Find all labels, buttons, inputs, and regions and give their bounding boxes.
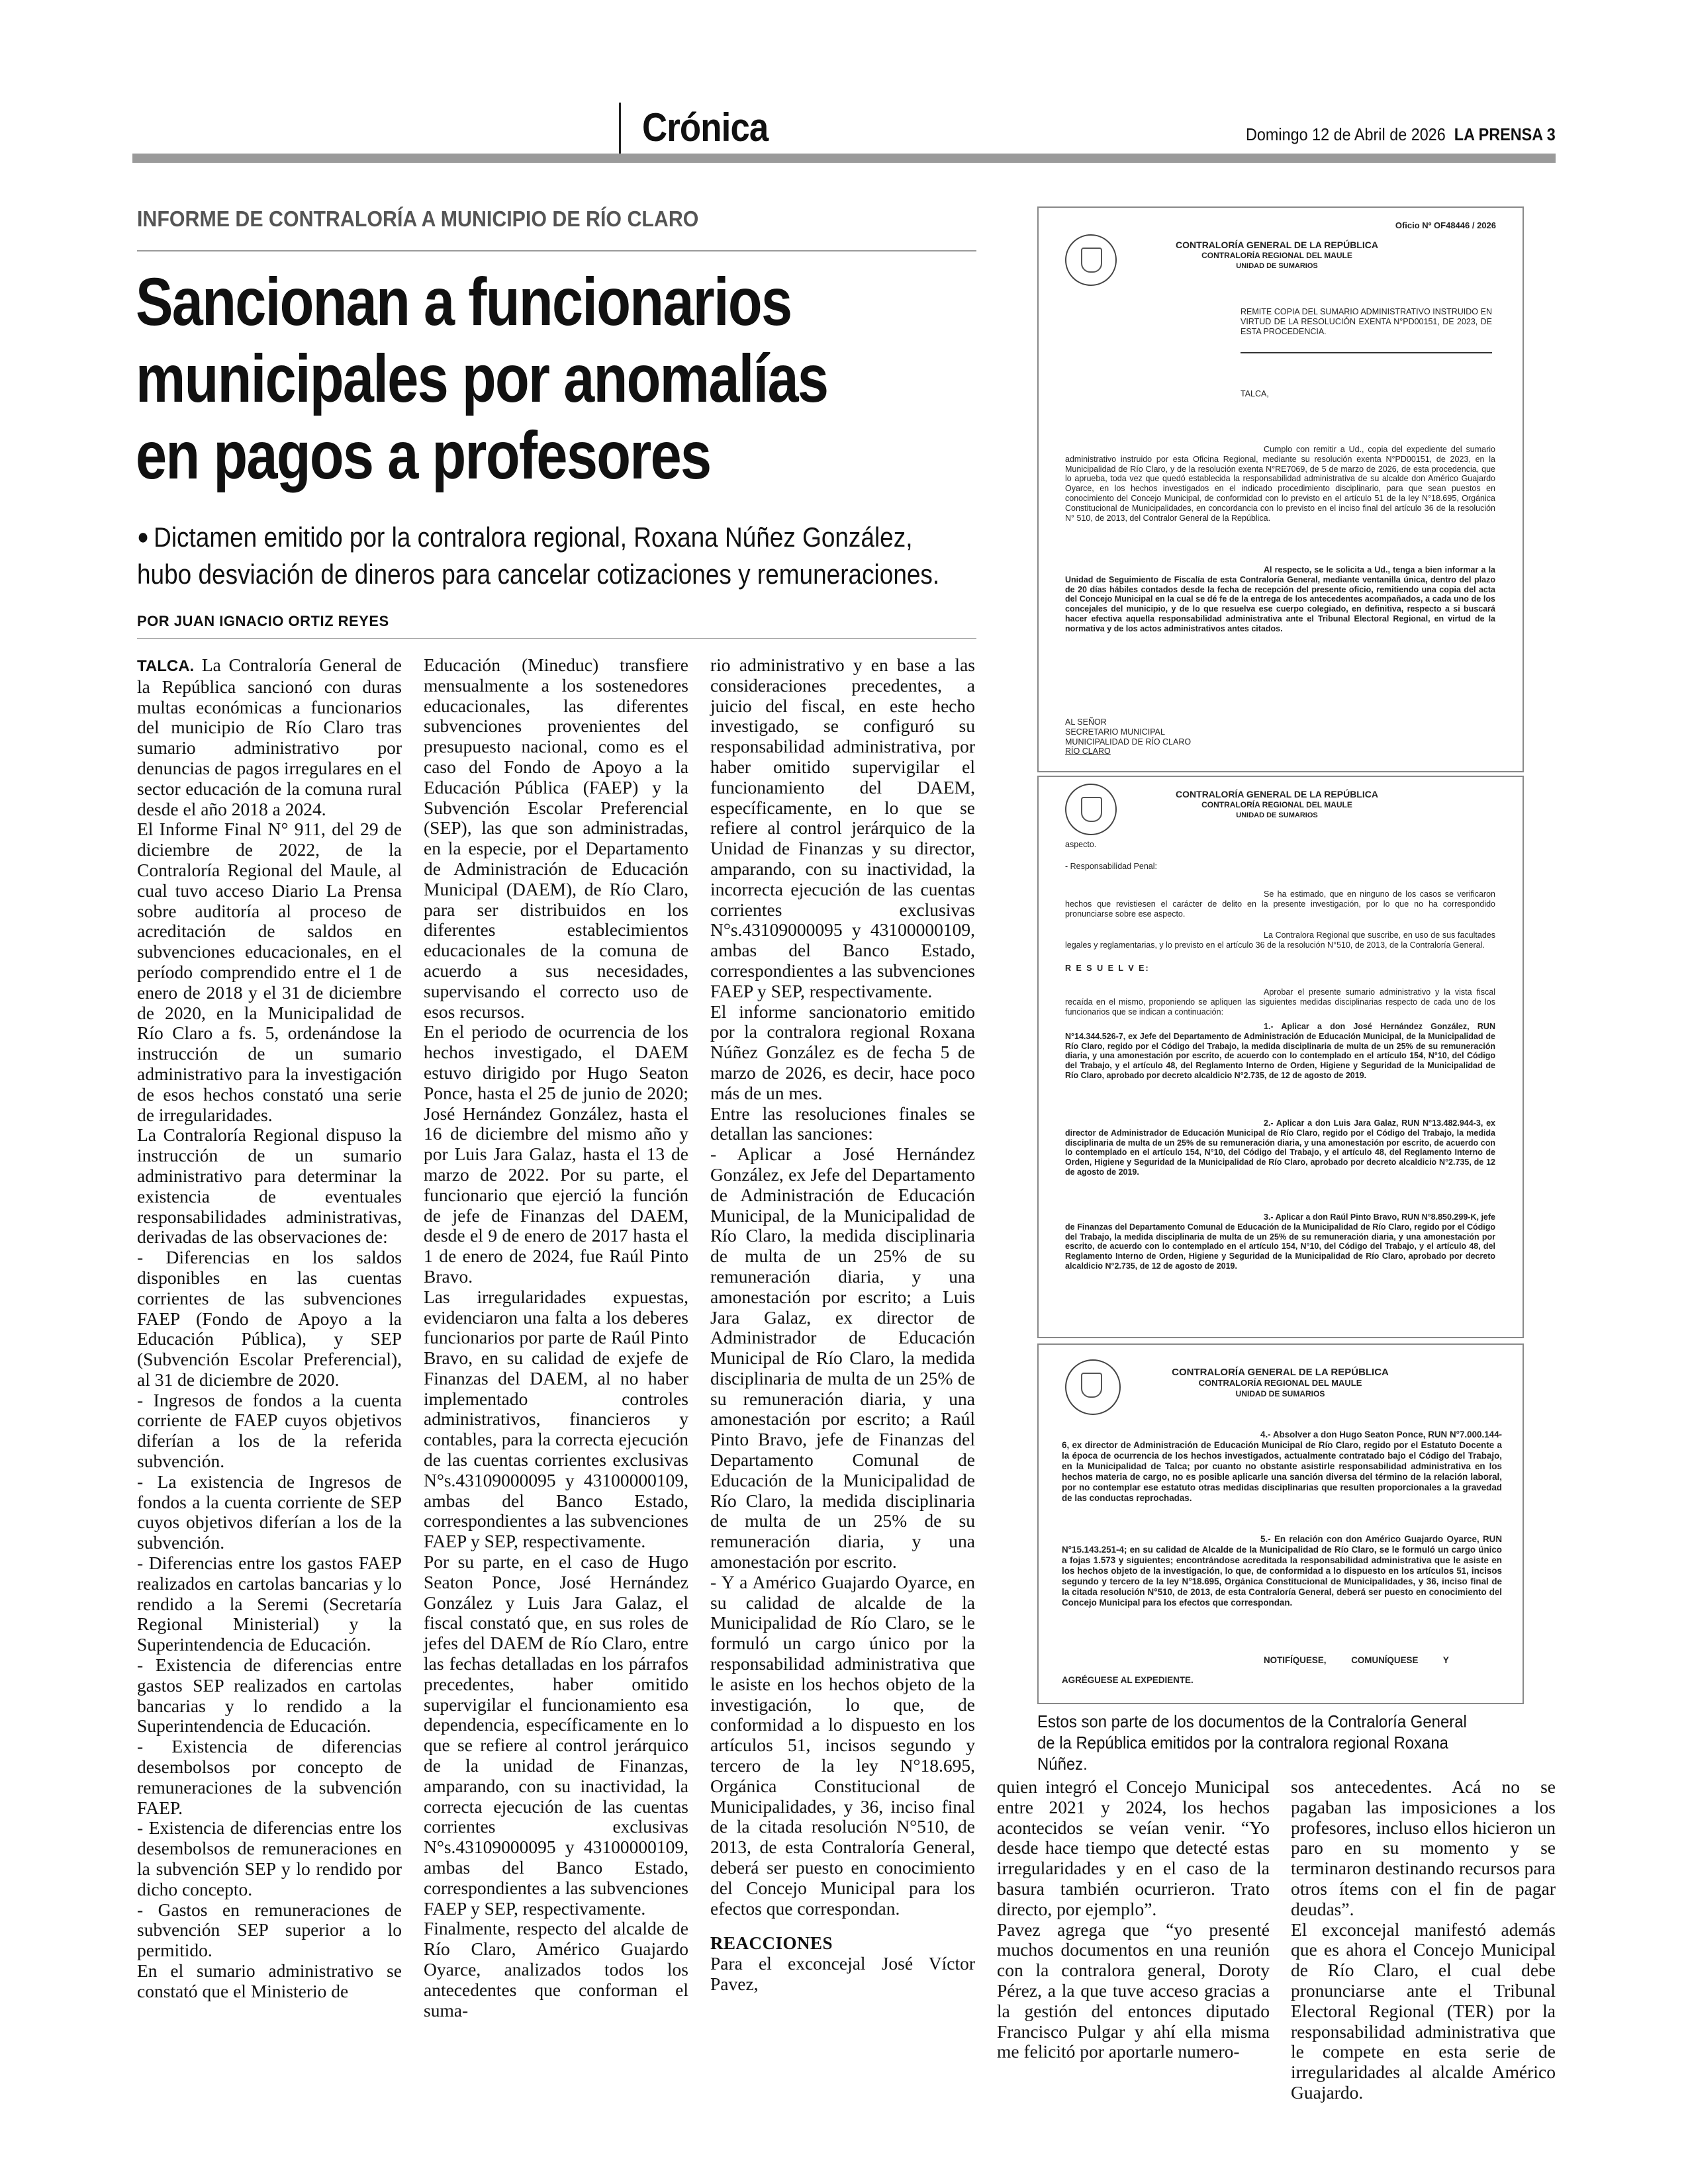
article-column-4 bbox=[997, 1777, 1270, 2062]
subject-rule bbox=[1241, 352, 1492, 353]
paragraph: Pavez agrega que “yo presenté muchos documentos en una reunión con la contralora general, Doroty Pérez, a la que tuve acceso gracias a la gestión del entonces diputado Francisco Pulgar y ahí ella misma me felicitó por aportarle numero- bbox=[997, 1919, 1270, 2062]
org-name: CONTRALORÍA GENERAL DE LA REPÚBLICA bbox=[1172, 1367, 1389, 1378]
paragraph: - Ingresos de fondos a la cuenta corriente de FAEP cuyos objetivos diferían a los de la referida subvención. bbox=[137, 1389, 402, 1472]
paragraph: El exconcejal manifestó además que es ahora el Concejo Municipal de Río Claro, el cual debe pronunciarse ante el Tribunal Electoral Regional (TER) por la responsabilidad administrativa que le compete en esta serie de irregularidades al alcalde Américo Guajardo. bbox=[1291, 1919, 1556, 2103]
kicker-rule bbox=[137, 250, 976, 251]
addressee-line: RÍO CLARO bbox=[1065, 747, 1111, 756]
org-name: CONTRALORÍA GENERAL DE LA REPÚBLICA bbox=[1176, 789, 1378, 799]
subheadline bbox=[137, 518, 964, 593]
dateline: TALCA. bbox=[137, 657, 195, 675]
contraloria-seal-icon bbox=[1065, 784, 1117, 835]
paragraph: - Diferencias entre los gastos FAEP realizados en cartolas bancarias y lo rendido a la Seremi (Secretaría Regional Ministerial) y la Superintendencia de Educación. bbox=[137, 1553, 402, 1655]
org-region: CONTRALORÍA REGIONAL DEL MAULE bbox=[1198, 1378, 1362, 1388]
paragraph: En el sumario administrativo se constató que el Ministerio de bbox=[137, 1960, 402, 2001]
headline-line: en pagos a profesores bbox=[136, 418, 711, 493]
contraloria-seal-icon bbox=[1065, 234, 1117, 286]
paragraph: Entre las resoluciones finales se detallan las sanciones: bbox=[710, 1103, 975, 1144]
byline-rule bbox=[137, 638, 976, 639]
paragraph-text: La Contraloría General de la República sancionó con duras multas económicas a funcionarios del municipio de Río Claro tras sumario administrativo por denuncias de pagos irregulares en el sector educación de la comuna rural desde el año 2018 a 2024. bbox=[137, 655, 402, 819]
org-unit: UNIDAD DE SUMARIOS bbox=[1236, 811, 1318, 819]
doc-paragraph: Cumplo con remitir a Ud., copia del expediente del sumario administrativo instruido por esta Oficina Regional, mediante su resolución exenta N°PD00151, de 2023, en la Municipalidad de Río Claro, y de la resolución exenta N°RE7069, de 5 de marzo de 2026, de esta procedencia, que lo aprueba, toda vez que quedó establecida la responsabilidad administrativa de su alcalde don Américo Guajardo Oyarce, en los hechos investigados en el indicado procedimiento disciplinario, para que sean puestos en conocimiento del Concejo Municipal, de conformidad con lo previsto en el artículo 51 de la ley N°18.695, Orgánica Constitucional de Municipalidades, en concordancia con lo previsto en el inciso final del artículo 36 de la resolución N° 510, de 2013, del Contralor General de la República. bbox=[1065, 445, 1495, 523]
paper-name: LA PRENSA 3 bbox=[1454, 124, 1556, 144]
org-header bbox=[1138, 789, 1416, 821]
section-title: Crónica bbox=[642, 105, 769, 150]
contraloria-seal-icon bbox=[1065, 1359, 1121, 1415]
doc-paragraph: 4.- Absolver a don Hugo Seaton Ponce, RUN N°7.000.144-6, ex director de Administración de Educación Municipal de Río Claro, regido por el Estatuto Docente a la época de ocurrencia de los hechos investigados, actualmente contratado bajo el Código del Trabajo, en la Municipalidad de Talca; por cuanto no obstante asistirle responsabilidad administrativa en los hechos materia de cargo, no es posible aplicarle una sanción diversa del término de la relación laboral, por no contemplar ese estatuto otras medidas disciplinarias que resulten proporcionales a la gravedad de las conductas reprochadas. bbox=[1062, 1430, 1503, 1503]
headline-line: municipales por anomalías bbox=[136, 341, 828, 416]
doc-notify: NOTIFÍQUESE, COMUNÍQUESE Y bbox=[1264, 1655, 1449, 1665]
paragraph: - Gastos en remuneraciones de subvención SEP superior a lo permitido. bbox=[137, 1899, 402, 1961]
paragraph: quien integró el Concejo Municipal entre 2021 y 2024, los hechos acontecidos se veían venir. “Yo desde hace tiempo que detecté estas irregularidades y en el caso de la basura también ocurrieron. Trato directo, por ejemplo”. bbox=[997, 1776, 1270, 1919]
header-rule bbox=[132, 154, 1556, 163]
paragraph: sos antecedentes. Acá no se pagaban las imposiciones a los profesores, incluso ellos hicieron un paro en su momento y se terminaron destinando recursos para otros ítems con el fin de pagar deudas”. bbox=[1291, 1776, 1556, 1919]
paragraph: Por su parte, en el caso de Hugo Seaton Ponce, José Hernández González y Luis Jara Galaz, el fiscal constató que, en sus roles de jefes del DAEM de Río Claro, entre las fechas detalladas en los párrafos precedentes, haber omitido supervigilar el funcionamiento esa dependencia, específicamente en lo que se refiere al control jerárquico de la unidad de Finanzas, amparando, con su inactividad, la correcta ejecución de las cuentas corrientes exclusivas N°s.43109000095 y 43100000109, ambas del Banco Estado, correspondientes a las subvenciones FAEP y SEP, respectivamente. bbox=[424, 1551, 688, 1919]
paragraph: Finalmente, respecto del alcalde de Río Claro, Américo Guajardo Oyarce, analizados todos los antecedentes que conforman el suma- bbox=[424, 1918, 688, 2021]
doc-closing: AGRÉGUESE AL EXPEDIENTE. bbox=[1062, 1675, 1194, 1685]
doc-city: TALCA, bbox=[1241, 389, 1269, 398]
document-image-oficio bbox=[1037, 206, 1524, 772]
addressee-line: SECRETARIO MUNICIPAL bbox=[1065, 727, 1165, 737]
paragraph: - La existencia de Ingresos de fondos a la cuenta corriente de SEP cuyos objetivos diferían a los de la subvención. bbox=[137, 1471, 402, 1553]
doc-paragraph: Al respecto, se le solicita a Ud., tenga a bien informar a la Unidad de Seguimiento de Fiscalía de esta Contraloría General, mediante ventanilla única, dentro del plazo de 20 días hábiles contados desde la fecha de recepción del presente oficio, remitiendo una copia del acta del Concejo Municipal en la cual se dé fe de la entrega de los antecedentes acompañados, a cada uno de los concejales del municipio, y de lo que resuelva ese cuerpo colegiado, en definitiva, respecto a si buscará hacer efectiva aquella responsabilidad administrativa ante el Tribunal Electoral Regional, en virtud de la normativa y de los actos administrativos antes citados. bbox=[1065, 565, 1495, 633]
doc-line: aspecto. bbox=[1065, 840, 1097, 849]
bullet-icon: ● bbox=[137, 524, 150, 549]
doc-paragraph: Se ha estimado, que en ninguno de los casos se verificaron hechos que revistiesen el carácter de delito en la presente investigación, por lo que no ha correspondido pronunciarse sobre ese aspecto. bbox=[1065, 889, 1495, 919]
issue-date: Domingo 12 de Abril de 2026 bbox=[1246, 124, 1446, 144]
article-column-3 bbox=[710, 655, 975, 1995]
kicker: INFORME DE CONTRALORÍA A MUNICIPIO DE RÍO CLARO bbox=[137, 206, 699, 231]
paragraph bbox=[137, 655, 402, 819]
org-header bbox=[1138, 240, 1416, 271]
doc-paragraph: 5.- En relación con don Américo Guajardo Oyarce, RUN N°15.143.251-4; en su calidad de Alcalde de la Municipalidad de Río Claro, se le formuló un cargo único a fojas 1.573 y siguientes; encontrándose acreditada la responsabilidad administrativa que le asiste en los hechos objeto de la investigación, lo que, de conformidad a lo dispuesto en los artículos 51, incisos segundo y tercero de la ley N°18.695, Orgánica Constitucional de Municipalidades, y 36, inciso final de la citada resolución N°510, de 2013, de esta Contraloría General, deberá ser puesto en conocimiento del Concejo Municipal para los efectos que correspondan. bbox=[1062, 1534, 1502, 1608]
paragraph: Educación (Mineduc) transfiere mensualmente a los sostenedores educacionales, las diferentes subvenciones provenientes del presupuesto nacional, como es el caso del Fondo de Apoyo a la Educación Pública (FAEP) y la Subvención Escolar Preferencial (SEP), las que son administradas, en la especie, por el Departamento de Administración de Educación Municipal (DAEM), de Río Claro, para ser distribuidos en los diferentes establecimientos educacionales de la comuna de acuerdo a sus necesidades, supervisando el correcto uso de esos recursos. bbox=[424, 655, 688, 1022]
document-image-absolucion bbox=[1037, 1343, 1524, 1704]
paragraph: El Informe Final N° 911, del 29 de diciembre de 2022, de la Contraloría Regional del Maule, al cual tuvo acceso Diario La Prensa sobre auditoría al proceso de acreditación de saldos en subvenciones educacionales, en el período comprendido entre el 1 de enero de 2018 y el 31 de diciembre de 2020, en la Municipalidad de Río Claro a fs. 5, ordenándose la instrucción de un sumario administrativo para la investigación de esos hechos constató una serie de irregularidades. bbox=[137, 819, 402, 1125]
paragraph: rio administrativo y en base a las consideraciones precedentes, a juicio del fiscal, en este hecho investigado, se configuró su responsabilidad administrativa, por haber omitido supervigilar el funcionamiento del DAEM, específicamente, en lo que se refiere al control jerárquico de la Unidad de Finanzas y su director, amparando, con su inactividad, la incorrecta ejecución de las cuentas corrientes exclusivas N°s.43109000095 y 43100000109, ambas del Banco Estado, correspondientes a las subvenciones FAEP y SEP, respectivamente. bbox=[710, 655, 975, 1001]
org-name: CONTRALORÍA GENERAL DE LA REPÚBLICA bbox=[1176, 240, 1378, 250]
doc-paragraph: Aprobar el presente sumario administrativo y la vista fiscal recaída en el mismo, proponiendo se apliquen las siguientes medidas disciplinarias respecto de cada uno de los funcionarios que se indican a continuación: bbox=[1065, 987, 1495, 1017]
article-column-5 bbox=[1291, 1777, 1556, 2103]
paragraph: - Existencia de diferencias desembolsos por concepto de remuneraciones de la subvención FAEP. bbox=[137, 1736, 402, 1818]
doc-paragraph: La Contralora Regional que suscribe, en uso de sus facultades legales y reglamentarias, y lo previsto en el artículo 36 de la resolución N°510, de 2013, de la Contraloría General. bbox=[1065, 931, 1495, 950]
oficio-number: Oficio Nº OF48446 / 2026 bbox=[1395, 220, 1496, 230]
paragraph: - Existencia de diferencias entre los desembolsos de remuneraciones en la subvención SEP y lo rendido por dicho concepto. bbox=[137, 1817, 402, 1899]
addressee-line: AL SEÑOR bbox=[1065, 717, 1107, 727]
paragraph: Para el exconcejal José Víctor Pavez, bbox=[710, 1953, 975, 1994]
headline bbox=[136, 263, 960, 494]
paragraph: - Diferencias en los saldos disponibles en las cuentas corrientes de las subvenciones FAEP (Fondo de Apoyo a la Educación Pública), y SEP (Subvención Escolar Preferencial), al 31 de diciembre de 2020. bbox=[137, 1247, 402, 1390]
paragraph: - Existencia de diferencias entre gastos SEP realizados en cartolas bancarias y lo rendido a la Superintendencia de Educación. bbox=[137, 1655, 402, 1737]
doc-resuelve: R E S U E L V E: bbox=[1065, 964, 1150, 973]
doc-paragraph: 3.- Aplicar a don Raúl Pinto Bravo, RUN N°8.850.299-K, jefe de Finanzas del Departamento Comunal de Educación de la Municipalidad de Río Claro, regido por el Código del Trabajo, la medida disciplinaria de multa de un 25% de su remuneración diaria, y una amonestación por escrito, de acuerdo con lo contemplado en el artículo 154, N°10, del Código del Trabajo, y el artículo 48, del Reglamento Interno de Orden, Higiene y Seguridad de la Municipalidad de Río Claro, aprobado por decreto alcaldicio N°2.735, de 12 de agosto de 2019. bbox=[1065, 1212, 1495, 1271]
subheadline-text: Dictamen emitido por la contralora regional, Roxana Núñez González, hubo desviación de dineros para cancelar cotizaciones y remuneraciones. bbox=[137, 522, 940, 590]
doc-paragraph: 1.- Aplicar a don José Hernández González, RUN N°14.344.526-7, ex Jefe del Departamento de Administración de Educación Municipal, de la Municipalidad de Río Claro, regido por el Código del Trabajo, la medida disciplinaria de multa de un 25% de su remuneración diaria, y una amonestación por escrito, de acuerdo con lo contemplado en el artículo 154, N°10, del Código del Trabajo, y el artículo 48, del Reglamento Interno de Orden, Higiene y Seguridad de la Municipalidad de Río Claro, aprobado por decreto alcaldicio N°2.735, de 12 de agosto de 2019. bbox=[1065, 1022, 1495, 1080]
reacciones-heading bbox=[710, 1933, 975, 1954]
document-image-resolucion bbox=[1037, 776, 1524, 1338]
photo-caption: Estos son parte de los documentos de la Contraloría General de la República emitidos por la contralora regional Roxana Núñez. bbox=[1037, 1711, 1467, 1774]
headline-line: Sancionan a funcionarios bbox=[136, 264, 792, 340]
paragraph: Las irregularidades expuestas, evidenciaron una falta a los deberes funcionarios por parte de Raúl Pinto Bravo, en su calidad de exjefe de Finanzas del DAEM, al no haber implementado controles administrativos, financieros y contables, para la correcta ejecución de las cuentas corrientes exclusivas N°s.43109000095 y 43100000109, ambas del Banco Estado, correspondientes a las subvenciones FAEP y SEP, respectivamente. bbox=[424, 1286, 688, 1552]
doc-line: - Responsabilidad Penal: bbox=[1065, 862, 1157, 871]
paragraph: La Contraloría Regional dispuso la instrucción de un sumario administrativo para determinar la existencia de eventuales responsabilidades administrativas, derivadas de las observaciones de: bbox=[137, 1124, 402, 1248]
doc-addressee bbox=[1065, 717, 1191, 756]
org-region: CONTRALORÍA REGIONAL DEL MAULE bbox=[1201, 251, 1352, 260]
byline: POR JUAN IGNACIO ORTIZ REYES bbox=[137, 613, 389, 629]
doc-subject: REMITE COPIA DEL SUMARIO ADMINISTRATIVO INSTRUIDO EN VIRTUD DE LA RESOLUCIÓN EXENTA N°PD00151, DE 2023, DE ESTA PROCEDENCIA. bbox=[1241, 307, 1492, 336]
header-divider bbox=[619, 103, 621, 156]
article-column-1 bbox=[137, 655, 402, 2002]
paragraph: El informe sancionatorio emitido por la contralora regional Roxana Núñez González es de fecha 5 de marzo de 2026, es decir, hace poco más de un mes. bbox=[710, 1001, 975, 1103]
article-column-2 bbox=[424, 655, 688, 2021]
paragraph: En el periodo de ocurrencia de los hechos investigado, el DAEM estuvo dirigido por Hugo Seaton Ponce, hasta el 25 de junio de 2020; José Hernández González, hasta el 16 de diciembre del mismo año y por Luis Jara Galaz, hasta el 13 de marzo de 2022. Por su parte, el funcionario que ejerció la función de jefe de Finanzas del DAEM, desde el 9 de enero de 2017 hasta el 1 de enero de 2024, fue Raúl Pinto Bravo. bbox=[424, 1021, 688, 1287]
org-region: CONTRALORÍA REGIONAL DEL MAULE bbox=[1201, 800, 1352, 809]
org-header bbox=[1138, 1367, 1423, 1399]
page-date bbox=[1246, 124, 1556, 145]
doc-paragraph: 2.- Aplicar a don Luis Jara Galaz, RUN N°13.482.944-3, ex director de Administrador de Educación Municipal de Río Claro, regido por el Código del Trabajo, la medida disciplinaria de multa de un 25% de su remuneración diaria, y una amonestación por escrito, de acuerdo con lo contemplado en el artículo 154, N°10, del Código del Trabajo, y el artículo 48, del Reglamento Interno de Orden, Higiene y Seguridad de la Municipalidad de Río Claro, aprobado por decreto alcaldicio N°2.735, de 12 de agosto de 2019. bbox=[1065, 1118, 1495, 1177]
addressee-line: MUNICIPALIDAD DE RÍO CLARO bbox=[1065, 737, 1192, 747]
paragraph: - Y a Américo Guajardo Oyarce, en su calidad de alcalde de la Municipalidad de Río Claro, se le formuló un cargo único por la responsabilidad administrativa que le asiste en los hechos objeto de la investigación, lo que, de conformidad a lo dispuesto en los artículos 51, incisos segundo y tercero de la ley N°18.695, Orgánica Constitucional de Municipalidades, y 36, inciso final de la citada resolución N°510, de 2013, de esta Contraloría General, deberá ser puesto en conocimiento del Concejo Municipal para los efectos que correspondan. bbox=[710, 1571, 975, 1919]
org-unit: UNIDAD DE SUMARIOS bbox=[1236, 262, 1318, 270]
subheading: REACCIONES bbox=[710, 1933, 833, 1954]
org-unit: UNIDAD DE SUMARIOS bbox=[1235, 1389, 1325, 1398]
paragraph: - Aplicar a José Hernández González, ex Jefe del Departamento de Administración de Educación Municipal, de la Municipalidad de Río Claro, la medida disciplinaria de multa de un 25% de su remuneración diaria, y una amonestación por escrito; a Luis Jara Galaz, ex director de Administrador de Educación Municipal de Río Claro, la medida disciplinaria de multa de un 25% de su remuneración diaria, y una amonestación por escrito; a Raúl Pinto Bravo, jefe de Finanzas del Departamento Comunal de Educación de la Municipalidad de Río Claro, la medida disciplinaria de multa de un 25% de su remuneración diaria, y una amonestación por escrito. bbox=[710, 1144, 975, 1572]
